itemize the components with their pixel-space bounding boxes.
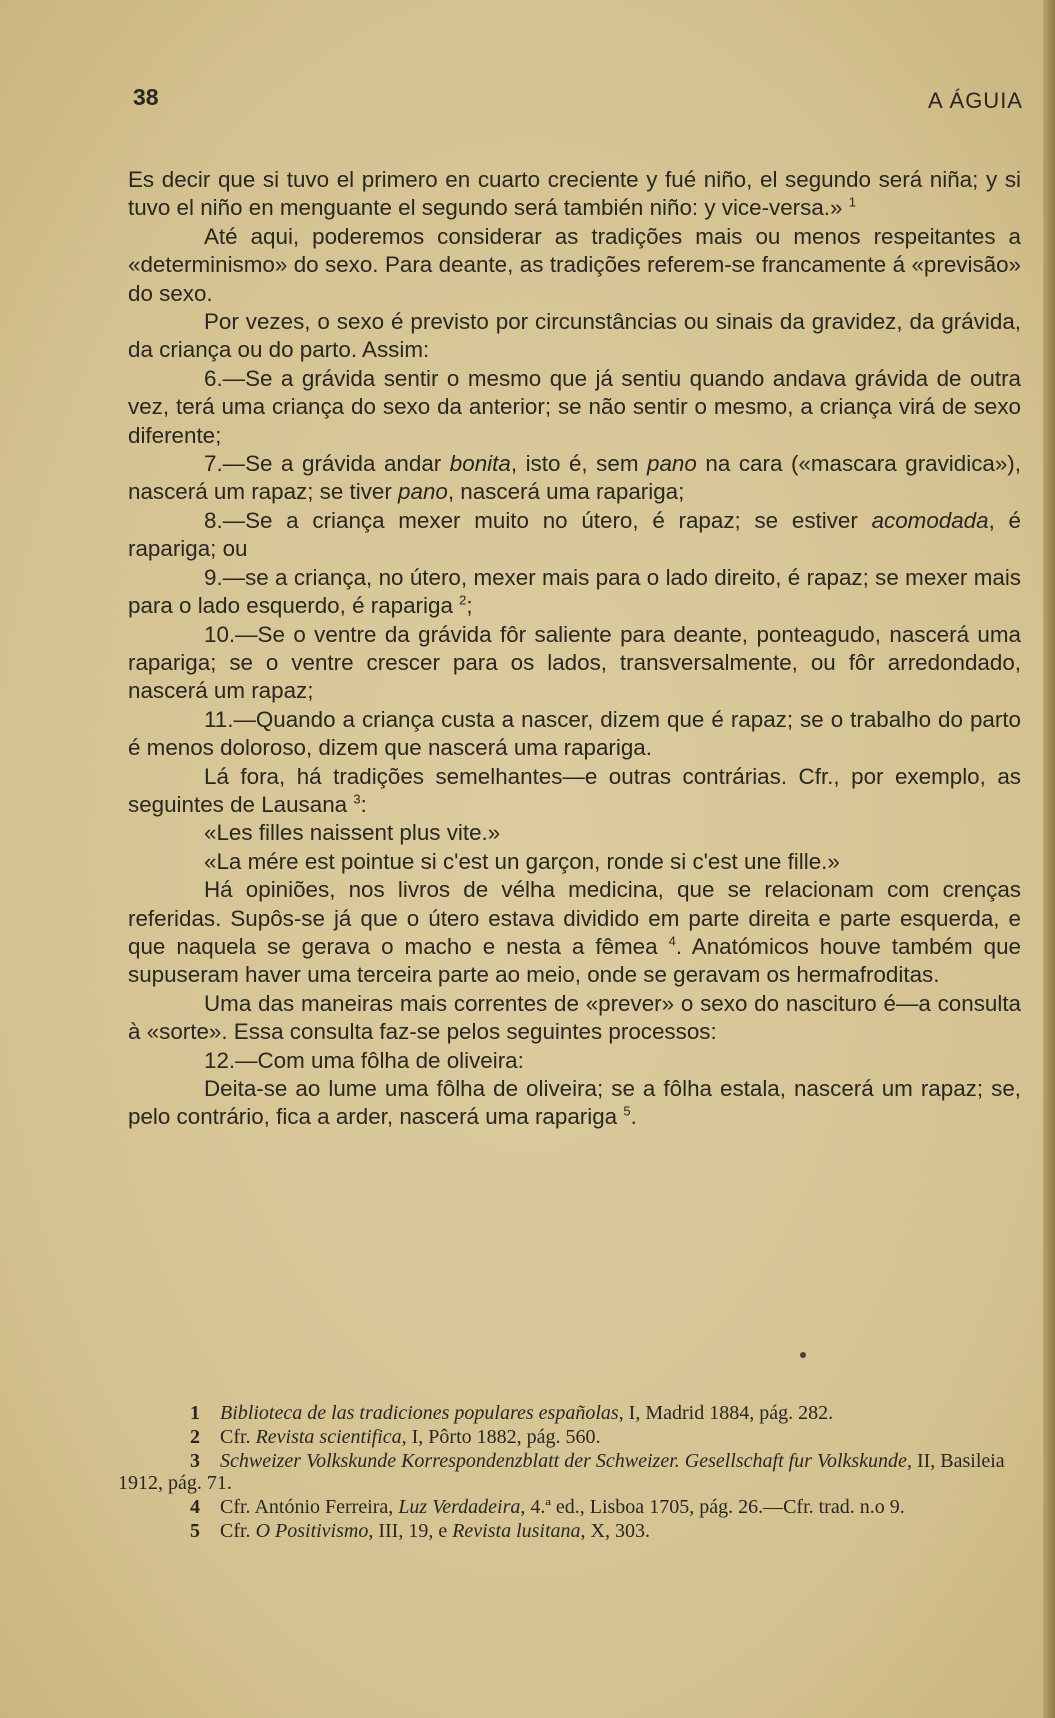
quotation: «Les filles naissent plus vite.»	[204, 820, 501, 846]
footnote-number: 5	[190, 1520, 200, 1542]
footnote-ref: 2	[459, 592, 467, 608]
cited-title: Revista scientifica	[255, 1426, 402, 1448]
text-run: , nascerá uma rapariga;	[447, 479, 685, 505]
text-run: na cara («mascara gravidica»), nascerá um rapaz; se tiver	[128, 451, 1021, 505]
page-header	[0, 84, 1055, 114]
text-run: Deita-se ao lume uma fôlha de oliveira; se a fôlha estala, nascerá um rapaz; se, pelo contrário, fica a arder, nascerá uma rapariga	[128, 1076, 1021, 1130]
citation-text: , I, Madrid 1884, pág. 282.	[618, 1402, 834, 1424]
text-run: .	[630, 1104, 637, 1130]
text-run: , é rapariga; ou	[128, 507, 1021, 562]
italic-term: bonita	[449, 451, 511, 477]
citation-text: Cfr.	[220, 1520, 256, 1542]
list-item: 6.—Se a grávida sentir o mesmo que já sentiu quando andava grávida de outra vez, terá uma criança do sexo da anterior; se não sentir o mesmo, a criança virá de sexo diferente;	[128, 365, 1021, 448]
text-run: . Anatómicos houve também que supuseram haver uma terceira parte ao meio, onde se geravam os hermafroditas.	[128, 933, 1021, 988]
footnote	[118, 1496, 1011, 1518]
cited-title: Biblioteca de las tradiciones populares españolas	[220, 1402, 619, 1424]
footnote-ref: 3	[353, 791, 361, 807]
body-text	[128, 166, 1021, 1132]
citation-text: , 4.ª ed., Lisboa 1705, pág. 26.—Cfr. trad. n.o 9.	[520, 1496, 905, 1518]
footnote-number: 3	[190, 1450, 200, 1472]
cited-title: Schweizer Volkskunde Korrespondenzblatt der Schweizer. Gesellschaft fur Volkskunde	[220, 1450, 907, 1472]
list-item: 10.—Se o ventre da grávida fôr saliente para deante, ponteagudo, nascerá uma rapariga; se o ventre crescer para os lados, transversalmente, ou fôr arredondado, nascerá um rapaz;	[128, 621, 1021, 704]
paragraph: Uma das maneiras mais correntes de «prever» o sexo do nascituro é—a consulta à «sorte». Essa consulta faz-se pelos seguintes processos:	[128, 990, 1021, 1045]
footnote-ref: 5	[623, 1103, 631, 1119]
text-run: Há opiniões, nos livros de vélha medicina, que se relacionam com crenças referidas. Supôs-se já que o útero estava dividido em parte direita e parte esquerda, e que naquela se gerava o macho e nesta a fêmea	[128, 877, 1021, 959]
paragraph-text: Es decir que si tuvo el primero en cuarto creciente y fué niño, el segundo será niña; y si tuvo el niño en menguante el segundo será también niño: y vice-versa.»	[128, 167, 1021, 221]
list-item: 11.—Quando a criança custa a nascer, dizem que é rapaz; se o trabalho do parto é menos doloroso, dizem que nascerá uma rapariga.	[128, 706, 1021, 761]
citation-text: Cfr.	[220, 1426, 256, 1448]
paragraph: Até aqui, poderemos considerar as tradições mais ou menos respeitantes a «determinismo» do sexo. Para deante, as tradições referem-se francamente á «previsão» do sexo.	[128, 223, 1021, 306]
list-item	[128, 564, 1021, 621]
quotation: «La mére est pointue si c'est un garçon, ronde si c'est une fille.»	[204, 848, 840, 874]
citation-text: , III, 19, e	[368, 1520, 453, 1542]
footnote-number: 1	[190, 1402, 200, 1424]
text-run: :	[360, 791, 367, 817]
text-run: 9.—se a criança, no útero, mexer mais para o lado direito, é rapaz; se mexer mais para o lado esquerdo, é rapariga	[128, 564, 1021, 619]
paragraph	[128, 876, 1021, 990]
italic-term: pano	[647, 451, 697, 477]
footnote	[118, 1520, 1011, 1542]
footnotes	[118, 1402, 1011, 1544]
footnote	[118, 1450, 1011, 1494]
separator-dot	[800, 1352, 806, 1358]
cited-title: Revista lusitana	[452, 1520, 581, 1542]
text-run: , isto é, sem	[510, 451, 648, 477]
text-run: ;	[466, 593, 473, 619]
citation-text: Cfr. António Ferreira,	[220, 1496, 399, 1518]
footnote-number: 2	[190, 1426, 200, 1448]
list-item: 12.—Com uma fôlha de oliveira:	[204, 1047, 524, 1073]
cited-title: O Positivismo	[255, 1520, 369, 1542]
italic-term: acomodada	[871, 507, 989, 533]
page-number: 38	[133, 84, 159, 110]
list-item	[128, 450, 1021, 507]
page-edge	[1043, 0, 1055, 1718]
text-run: Lá fora, há tradições semelhantes—e outras contrárias. Cfr., por exemplo, as seguintes de Lausana	[128, 763, 1021, 817]
footnote-number: 4	[190, 1496, 200, 1518]
text-run: 8.—Se a criança mexer muito no útero, é rapaz; se estiver	[204, 507, 872, 533]
footnote	[118, 1426, 1011, 1448]
list-item	[128, 507, 1021, 564]
paragraph: Por vezes, o sexo é previsto por circunstâncias ou sinais da gravidez, da grávida, da criança ou do parto. Assim:	[128, 309, 1021, 363]
paragraph	[128, 763, 1021, 820]
paragraph	[128, 166, 1021, 223]
cited-title: Luz Verdadeira	[398, 1496, 521, 1518]
citation-text: , X, 303.	[580, 1520, 650, 1542]
footnote	[118, 1402, 1011, 1424]
text-run: 7.—Se a grávida andar	[204, 451, 450, 477]
italic-term: pano	[398, 479, 448, 505]
footnote-ref: 1	[848, 194, 856, 210]
citation-text: , II, Basileia 1912, pág. 71.	[118, 1450, 1005, 1494]
citation-text: , I, Pôrto 1882, pág. 560.	[401, 1426, 601, 1448]
paragraph	[128, 1075, 1021, 1132]
running-head: A ÁGUIA	[927, 88, 1023, 113]
footnote-ref: 4	[668, 933, 676, 949]
